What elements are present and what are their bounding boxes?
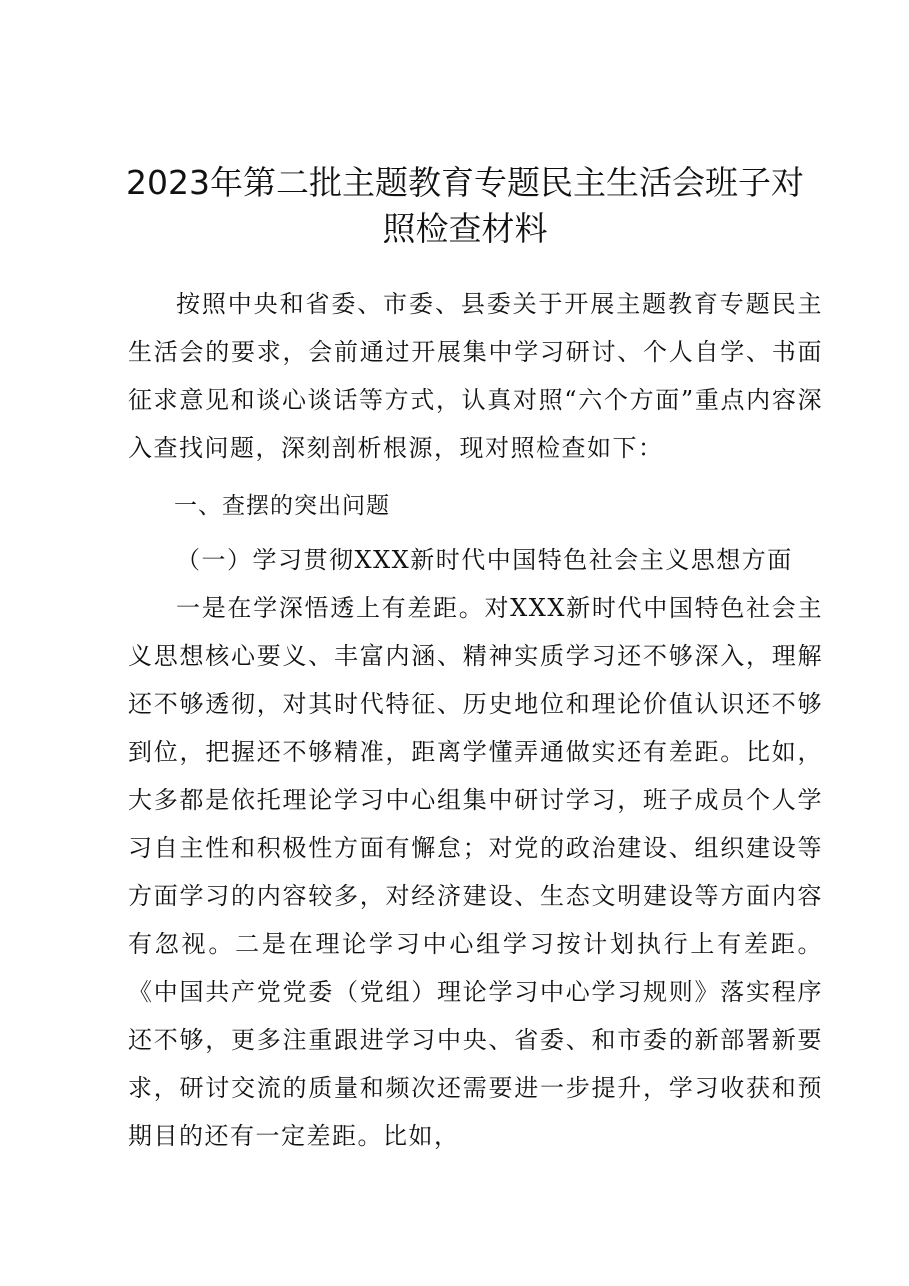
subsection-heading-1: （一）学习贯彻XXX新时代中国特色社会主义思想方面 (176, 546, 793, 574)
document-body (128, 280, 823, 1160)
section-heading-1: 一、查摆的突出问题 (174, 493, 390, 519)
document-title: 2023年第二批主题教育专题民主生活会班子对照检查材料 (126, 163, 804, 248)
body-paragraph-1: 一是在学深悟透上有差距。对XXX新时代中国特色社会主义思想核心要义、丰富内涵、精神实质学习还不够深入，理解还不够透彻，对其时代特征、历史地位和理论价值认识还不够到位，把握还不够精准，距离学懂弄通做实还有差距。比如，大多都是依托理论学习中心组集中研讨学习，班子成员个人学习自主性和积极性方面有懈怠；对党的政治建设、组织建设等方面学习的内容较多，对经济建设、生态文明建设等方面内容有忽视。二是在理论学习中心组学习按计划执行上有差距。《中国共产党党委（党组）理论学习中心学习规则》落实程序还不够，更多注重跟进学习中央、省委、和市委的新部署新要求，研讨交流的质量和频次还需要进一步提升，学习收获和预期目的还有一定差距。比如， (128, 594, 823, 1150)
intro-paragraph: 按照中央和省委、市委、县委关于开展主题教育专题民主生活会的要求，会前通过开展集中学习研讨、个人自学、书面征求意见和谈心谈话等方式，认真对照“六个方面”重点内容深入查找问题，深刻剖析根源，现对照检查如下： (128, 290, 823, 462)
